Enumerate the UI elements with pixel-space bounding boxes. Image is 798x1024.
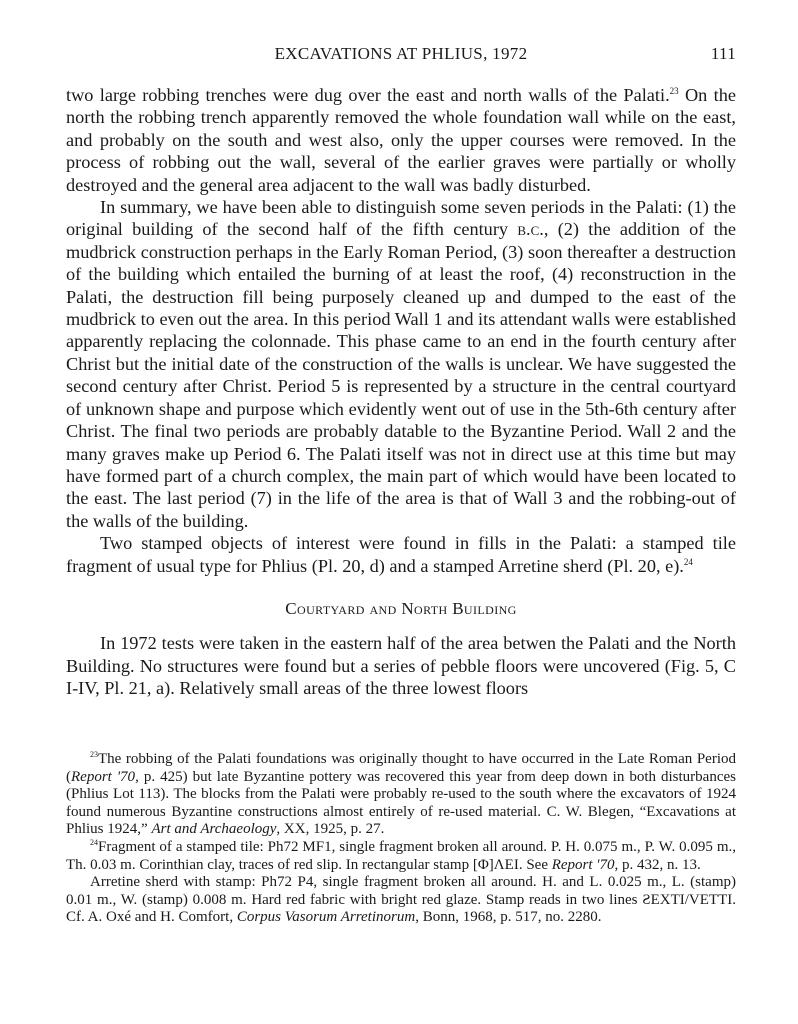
- paragraph-stamped-objects: [66, 532, 736, 577]
- fn23-text-c: , XX, 1925, p. 27.: [276, 821, 385, 838]
- p1-rest: On the north the robbing trench apparently removed the whole foundation wall while on the east, and probably on the south and west also, only the upper courses were removed. In the process of robbing out the wall, several of the earlier graves were partially or wholly destroyed and the general area adjacent to the wall was badly disturbed.: [66, 85, 736, 195]
- fn24-text-b: , p. 432, n. 13.: [614, 856, 701, 873]
- page-number: 111: [710, 44, 736, 63]
- footnotes: [66, 751, 736, 927]
- footnote-ref-23[interactable]: 23: [669, 86, 679, 96]
- p2-text-a: In summary, we have been able to distinguish some seven periods in the Palati: (1) the original building of the second half of the fifth century: [66, 197, 736, 240]
- paragraph-summary: [66, 196, 736, 532]
- footnote-ref-24[interactable]: 24: [683, 556, 693, 567]
- running-head: [66, 44, 736, 68]
- fn24b-text-b: , Bonn, 1968, p. 517, no. 2280.: [415, 909, 602, 926]
- paragraph-courtyard: In 1972 tests were taken in the eastern half of the area betwen the Palati and the North Building. No structures were found but a series of pebble floors were uncovered (Fig. 5, C I-IV, Pl. 21, a). Relatively small areas of the three lowest floors: [66, 633, 736, 699]
- p1-text: two large robbing trenches were dug over the east and north walls of the Palati.: [66, 85, 670, 105]
- fn23-text-b: , p. 425) but late Byzantine pottery was recovered this year from deep down in both disturbances (Phlius Lot 113). The blocks from the Palati were probably re-used to the south where the excavators of 1924 found numerous Byzantine constructions almost entirely of re-used material. C. W. Blegen, “Excavations at Phlius 1924,”: [66, 768, 736, 838]
- p2-text-b: , (2) the addition of the mudbrick construction perhaps in the Early Roman Period, (3) soon thereafter a destruction of the building which entailed the burning of at least the roof, (4) reconstruction in the Palati, the destruction fill being purposely cleaned up and dumped to the east of the mudbrick to even out the area. In this period Wall 1 and its attendant walls were established apparently replacing the colonnade. This phase came to an end in the fourth century after Christ but the initial date of the construction of the walls is unclear. We have suggested the second century after Christ. Period 5 is represented by a structure in the central courtyard of unknown shape and purpose which evidently went out of use in the 5th-6th century after Christ. The final two periods are probably datable to the Byzantine Period. Wall 2 and the many graves make up Period 6. The Palati itself was not in direct use at this time but may have formed part of a church complex, the main part of which would have been located to the east. The last period (7) in the life of the area is that of Wall 3 and the robbing-out of the walls of the building.: [66, 219, 736, 531]
- fn24-text-a: Fragment of a stamped tile: Ph72 MF1, single fragment broken all around. P. H. 0.075 m., P. W. 0.095 m., Th. 0.03 m. Corinthian clay, traces of red slip. In rectangular stamp [Φ]ΛΕΙ. See: [66, 838, 736, 873]
- fn23-text-a: The robbing of the Palati foundations was originally thought to have occurred in the Late Roman Period (: [66, 751, 736, 785]
- footnote-24-arretine: [66, 874, 736, 927]
- footnote-23: [66, 751, 736, 839]
- footnote-24: [66, 839, 736, 874]
- paragraph-robbing-trenches: [66, 84, 736, 196]
- footnote-number-23: 23: [90, 750, 98, 759]
- fn24-report-ref: Report '70: [551, 856, 615, 873]
- running-head-title: EXCAVATIONS AT PHLIUS, 1972: [274, 44, 528, 63]
- bc-abbrev: b.c.: [517, 219, 544, 240]
- section-heading: Courtyard and North Building: [285, 598, 517, 618]
- footnote-number-24: 24: [90, 837, 98, 847]
- main-text: [66, 84, 736, 700]
- fn24b-title: Corpus Vasorum Arretinorum: [236, 909, 416, 926]
- p3-text: Two stamped objects of interest were found in fills in the Palati: a stamped tile fragment of usual type for Phlius (Pl. 20, d) and a stamped Arretine sherd (Pl. 20, e).: [66, 533, 736, 576]
- fn23-journal: Art and Archaeology: [151, 821, 277, 838]
- fn23-report-ref: Report '70: [71, 768, 136, 785]
- fn24b-text-a: Arretine sherd with stamp: Ph72 P4, single fragment broken all around. H. and L. 0.025 m., L. (stamp) 0.01 m., W. (stamp) 0.008 m. Hard red fabric with bright red glaze. Stamp reads in two lines ƧEXTI/VETTI. Cf. A. Oxé and H. Comfort,: [66, 874, 736, 926]
